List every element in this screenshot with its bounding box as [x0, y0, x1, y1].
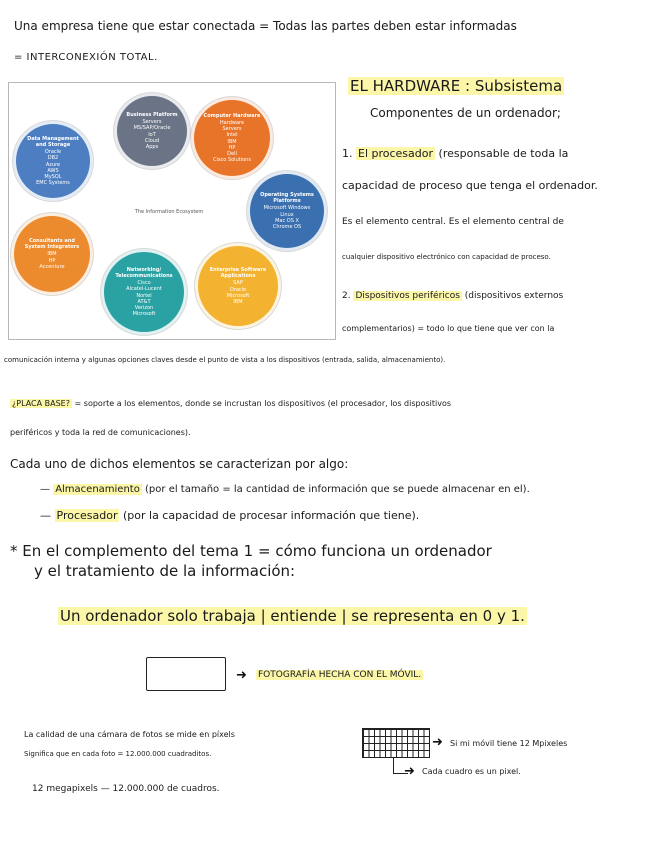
arrow-right-icon-3: ➜	[404, 764, 415, 779]
hardware-point-1: 1. El procesador (responsable de toda la	[342, 147, 569, 160]
arrow-right-icon-2: ➜	[432, 735, 443, 750]
placa-line-1: ¿PLACA BASE? = soporte a los elementos, donde se incrustan los dispositivos (el procesador, los dispositivos	[12, 399, 452, 408]
hardware-p2-line-3: comunicación interna y algunas opciones claves desde el punto de vista a los dispositivos (entrada, salida, almacenamiento).	[4, 356, 446, 364]
bubble-computer-hardware: Computer Hardware Hardware Servers Intel IBM HP Dell Cisco Solutions	[191, 97, 273, 179]
intro-line-2: = INTERCONEXIÓN TOTAL.	[14, 52, 158, 63]
cada-bullet-1: — Almacenamiento (por el tamaño = la cantidad de información que se puede almacenar en el).	[40, 484, 530, 495]
term-procesador: El procesador	[358, 147, 434, 160]
complemento-line-1: * En el complemento del tema 1 = cómo funciona un ordenador	[10, 542, 492, 560]
cada-heading: Cada uno de dichos elementos se caracterizan por algo:	[10, 457, 349, 471]
pixels-right-2: Cada cuadro es un pixel.	[422, 767, 521, 776]
pixel-grid-icon	[362, 728, 430, 758]
hardware-subtitle: Componentes de un ordenador;	[370, 106, 561, 120]
term-procesador-2: Procesador	[56, 509, 118, 522]
bubble-enterprise-software: Enterprise Software Applications SAP Oracle Microsoft IBM	[195, 243, 281, 329]
hardware-p1-line-4: cualquier dispositivo electrónico con capacidad de proceso.	[342, 253, 551, 261]
photo-rectangle	[146, 657, 226, 691]
hardware-p1-line-2: capacidad de proceso que tenga el ordenador.	[342, 179, 598, 192]
pixels-line-1: La calidad de una cámara de fotos se mide en píxels	[24, 730, 235, 739]
intro-line-1: Una empresa tiene que estar conectada = Todas las partes deben estar informadas	[14, 19, 517, 33]
bubble-consultants: Consultants and System Integrators IBM HP Accenture	[11, 213, 93, 295]
pixels-line-2: Significa que en cada foto = 12.000.000 cuadraditos.	[24, 750, 212, 758]
ecosystem-diagram	[8, 82, 336, 340]
hardware-title: EL HARDWARE : Subsistema	[350, 77, 563, 95]
bubble-business-platform: Business Platform Servers MS/SAP/Oracle IoT Cloud Apps	[114, 93, 190, 169]
arrow-right-icon: ➜	[236, 668, 247, 683]
bubble-networking: Networking/ Telecommunications Cisco Alcatel-Lucent Nortel AT&T Verizon Microsoft	[101, 249, 187, 335]
term-almacenamiento: Almacenamiento	[55, 484, 140, 495]
placa-line-2: periféricos y toda la red de comunicaciones).	[10, 428, 191, 437]
term-perifericos: Dispositivos periféricos	[355, 291, 460, 301]
key-statement: Un ordenador solo trabaja | entiende | se representa en 0 y 1.	[60, 607, 525, 625]
diagram-center-label: The Information Ecosystem	[134, 209, 204, 215]
hardware-point-2: 2. Dispositivos periféricos (dispositivos externos	[342, 291, 564, 301]
cada-bullet-2: — Procesador (por la capacidad de procesar información que tiene).	[40, 509, 420, 522]
bubble-data-management: Data Management and Storage Oracle DB2 Azure AWS MySQL EMC Systems	[13, 121, 93, 201]
pixels-right-1: Si mi móvil tiene 12 Mpixeles	[450, 739, 568, 748]
pixels-line-3: 12 megapixels — 12.000.000 de cuadros.	[32, 784, 220, 794]
photo-label: FOTOGRAFÍA HECHA CON EL MÓVIL.	[258, 670, 422, 680]
bubble-operating-systems: Operating Systems Platforms Microsoft Windows Linux Mac OS X Chrome OS	[247, 171, 327, 251]
term-placa-base: ¿PLACA BASE?	[12, 399, 70, 408]
hardware-p2-line-2: complementarios) = todo lo que tiene que ver con la	[342, 324, 555, 333]
hardware-p1-line-3: Es el elemento central. Es el elemento central de	[342, 217, 564, 227]
complemento-line-2: y el tratamiento de la información:	[34, 562, 296, 580]
